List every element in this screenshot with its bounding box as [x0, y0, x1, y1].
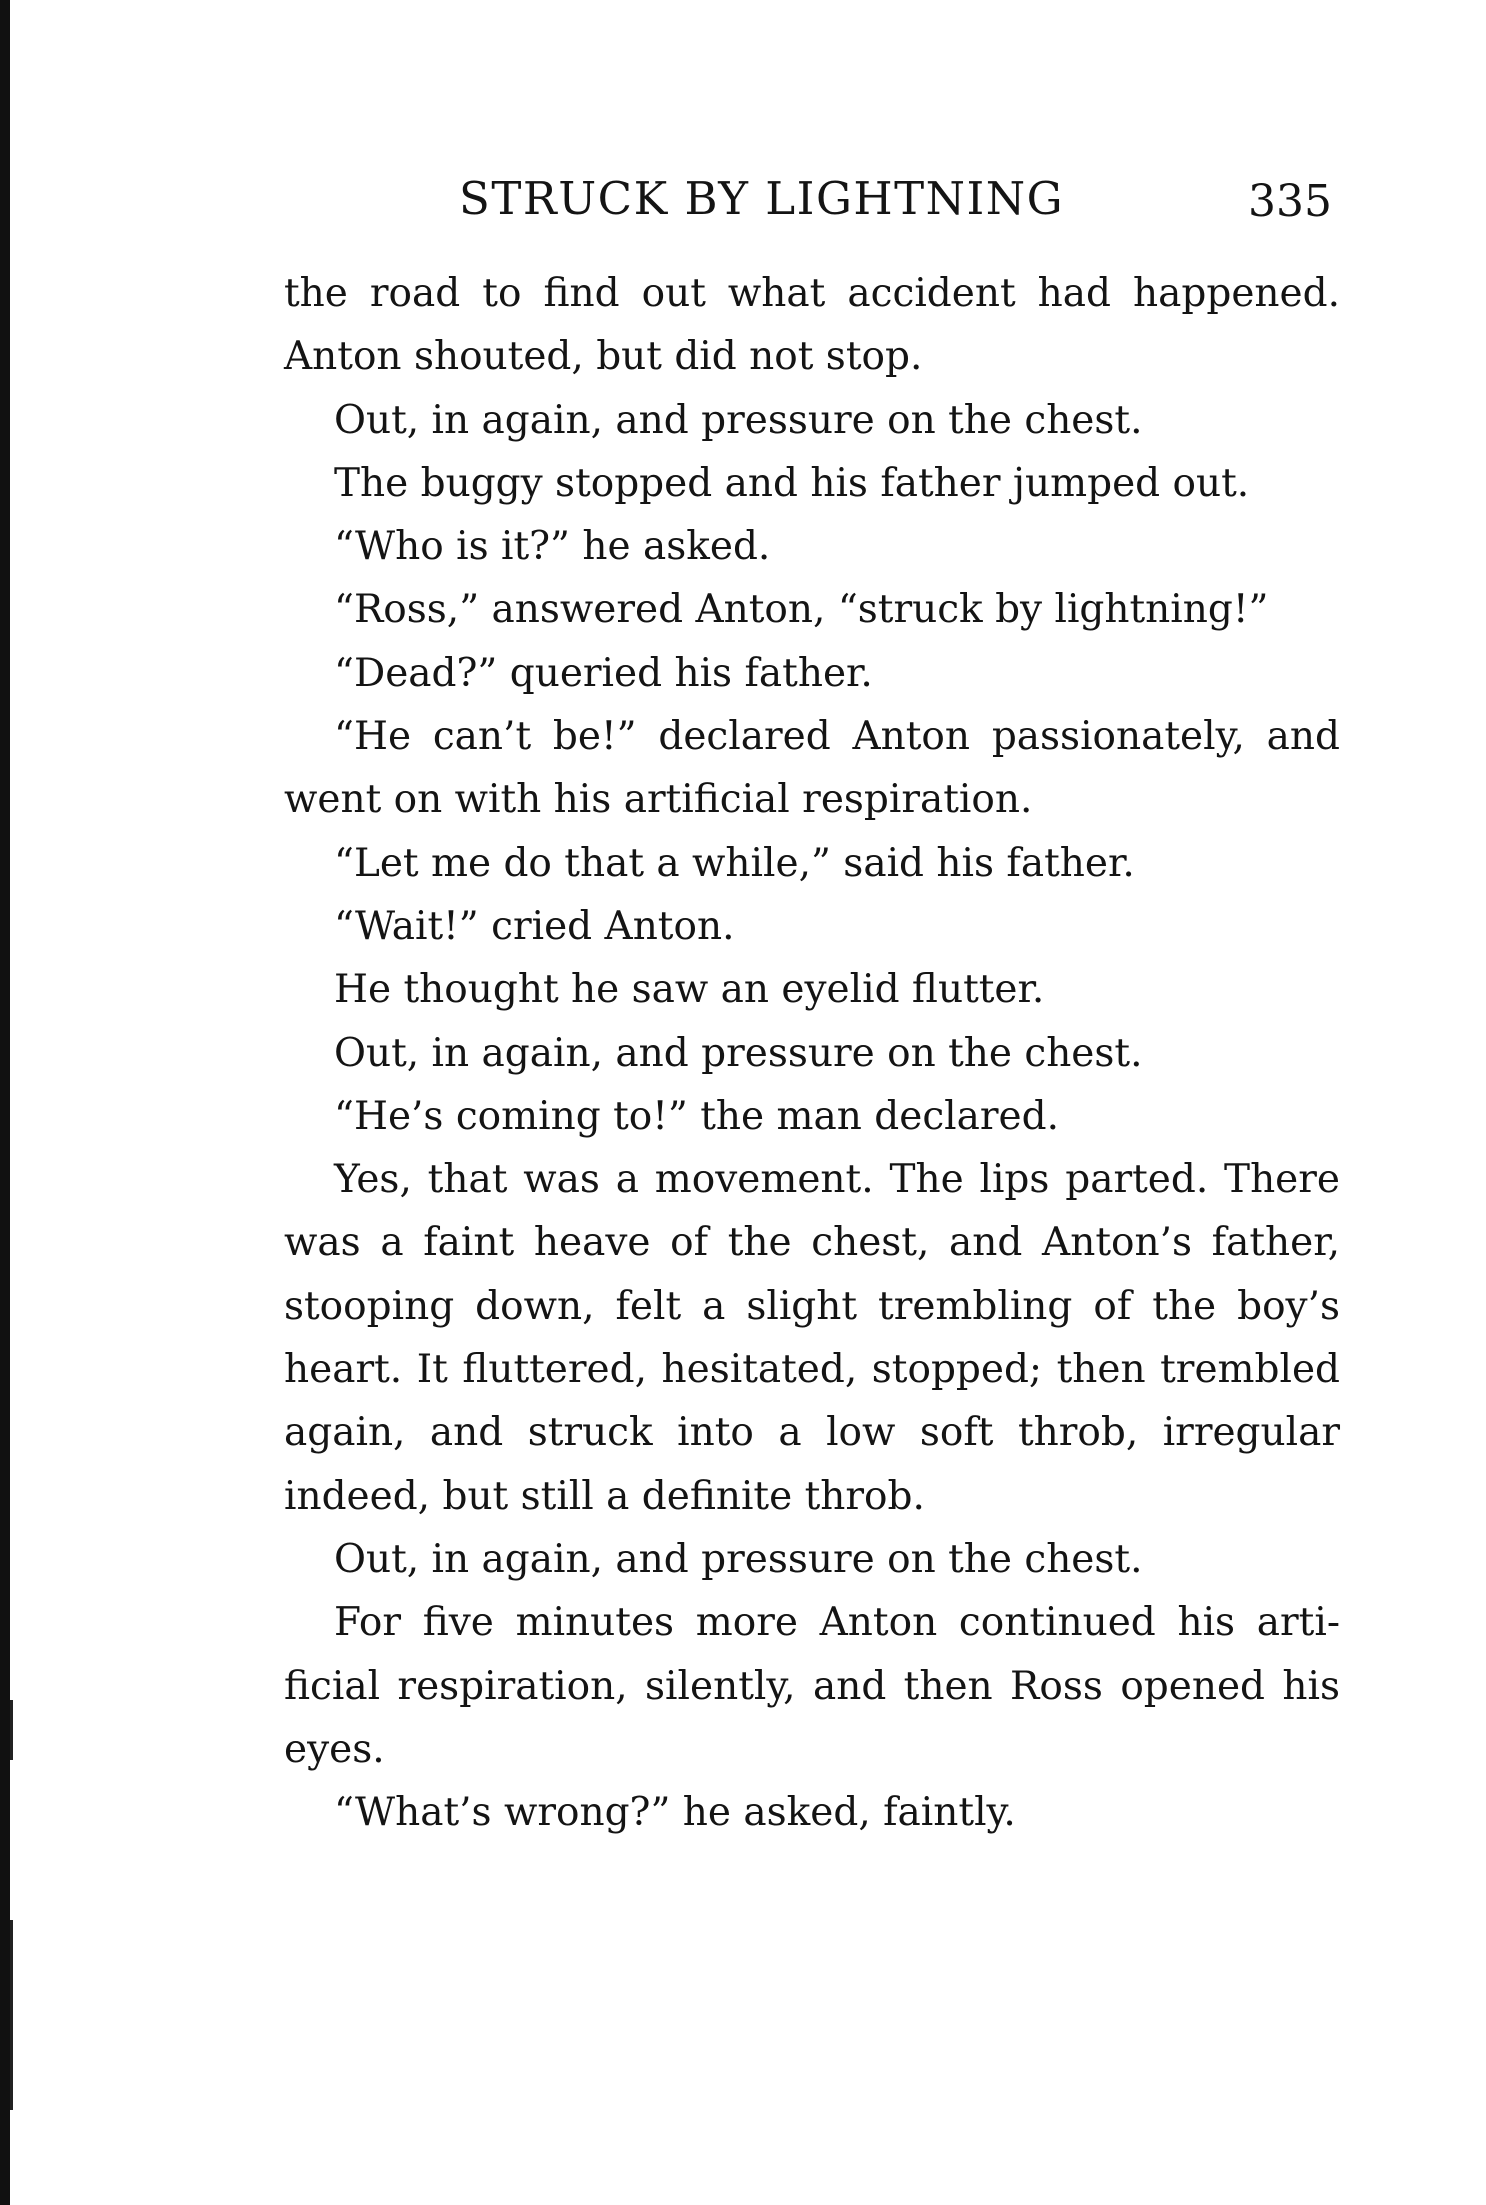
paragraph: “He can’t be!” declared Anton passionately, and went on with his artificial respiration. [284, 714, 1340, 823]
book-spine-edge [0, 0, 10, 2205]
paragraph: the road to find out what accident had happened. Anton shouted, but did not stop. [284, 271, 1340, 380]
spine-shadow [10, 1920, 13, 2110]
paragraph: For five minutes more Anton continued his artificial respiration, silently, and then Ross opened his eyes. [284, 1600, 1340, 1772]
paragraph: “Who is it?” he asked. [334, 524, 771, 570]
paragraph: “Wait!” cried Anton. [334, 903, 735, 949]
paragraph: “Ross,” answered Anton, “struck by lightning!” [334, 587, 1269, 633]
paragraph: Out, in again, and pressure on the chest. [334, 1536, 1143, 1582]
paragraph: Out, in again, and pressure on the chest. [334, 1030, 1143, 1076]
body-text [284, 262, 1340, 1844]
paragraph: He thought he saw an eyelid flutter. [334, 967, 1045, 1013]
paragraph: “Let me do that a while,” said his father. [334, 840, 1135, 886]
running-title: STRUCK BY LIGHTNING [459, 172, 1065, 225]
paragraph: Out, in again, and pressure on the chest. [334, 397, 1143, 443]
book-page [284, 0, 1344, 2205]
paragraph: “Dead?” queried his father. [334, 650, 873, 696]
running-head [284, 172, 1344, 242]
paragraph: “He’s coming to!” the man declared. [334, 1093, 1059, 1139]
paragraph: “What’s wrong?” he asked, faintly. [334, 1790, 1016, 1836]
page-number: 335 [1248, 176, 1332, 227]
paragraph: The buggy stopped and his father jumped out. [334, 460, 1250, 506]
spine-shadow [10, 1700, 13, 1760]
paragraph: Yes, that was a movement. The lips parted. There was a faint heave of the chest, and Anton’s father, stooping down, felt a slight trembling of the boy’s heart. It fluttered, hesitated, stopped; then trembled again, and struck into a low soft throb, irregular indeed, but still a definite throb. [284, 1157, 1340, 1519]
